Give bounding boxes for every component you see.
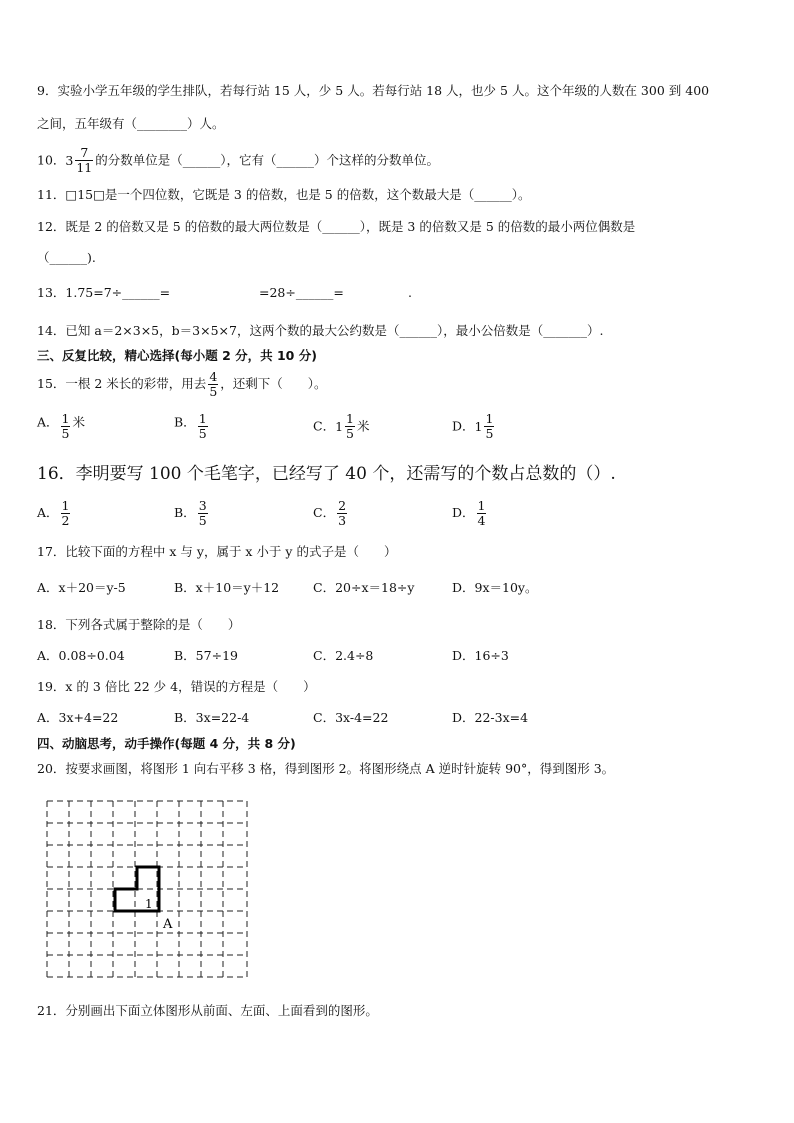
q19-option-b[interactable]: B．3x=22-4	[174, 710, 250, 725]
q10-prefix: 10．	[37, 152, 66, 168]
q10-suffix: 的分数单位是（______），它有（______）个这样的分数单位。	[95, 152, 440, 168]
q19-option-a[interactable]: A．3x+4=22	[37, 710, 119, 725]
q15-option-c[interactable]	[313, 412, 370, 441]
q15-fraction	[208, 370, 218, 399]
option-fraction	[345, 412, 355, 441]
option-denominator: 5	[198, 513, 207, 528]
q15-option-b[interactable]	[174, 412, 210, 441]
option-denominator: 2	[61, 513, 70, 528]
q10-whole: 3	[65, 152, 74, 168]
option-denominator: 3	[338, 513, 347, 528]
option-denominator: 5	[346, 426, 354, 441]
q17-option-c[interactable]: C．20÷x＝18÷y	[313, 580, 415, 595]
q15-numerator: 4	[209, 369, 218, 384]
q21: 21．分别画出下面立体图形从前面、左面、上面看到的图形。	[37, 1003, 378, 1018]
q16-option-a[interactable]	[37, 499, 72, 528]
q10-numerator: 7	[75, 146, 93, 161]
option-unit: 米	[72, 414, 85, 430]
q15-option-a[interactable]	[37, 412, 85, 441]
q9-line1: 9．实验小学五年级的学生排队，若每行站 15 人，少 5 人。若每行站 18 人，也少 5 人。这个年级的人数在 300 到 400	[37, 83, 710, 98]
option-denominator: 5	[61, 426, 70, 441]
q18: 18．下列各式属于整除的是（ ）	[37, 617, 241, 632]
grid-lines	[47, 801, 247, 977]
q15-option-d[interactable]	[452, 412, 496, 441]
q18-option-b[interactable]: B．57÷19	[174, 648, 238, 663]
option-denominator: 4	[477, 513, 486, 528]
section3-title: 三、反复比较，精心选择(每小题 2 分，共 10 分)	[37, 348, 317, 363]
q10-mixed-number	[65, 146, 95, 175]
option-label: C．	[313, 418, 336, 434]
q10-denominator: 11	[76, 160, 93, 175]
option-label: B．	[174, 505, 196, 520]
q15-suffix: ，还剩下（ ）。	[220, 376, 327, 391]
q12-line1: 12．既是 2 的倍数又是 5 的倍数的最大两位数是（______），既是 3 的倍数又是 5 的倍数的最小两位偶数是	[37, 219, 636, 234]
q20: 20．按要求画图，将图形 1 向右平移 3 格，得到图形 2。将图形绕点 A 逆时针旋转 90°，得到图形 3。	[37, 761, 615, 776]
point-a-label: A	[163, 917, 173, 932]
q13-part2: =28÷______=	[259, 285, 344, 300]
q10-fraction	[75, 146, 93, 175]
option-label: B．	[174, 414, 196, 430]
option-label: D．	[452, 418, 475, 434]
q20-grid-figure	[43, 797, 253, 982]
option-numerator: 1	[198, 411, 207, 426]
option-fraction	[477, 499, 487, 528]
section4-title: 四、动脑思考，动手操作(每题 4 分，共 8 分)	[37, 736, 296, 751]
q15-prefix: 15．一根 2 米长的彩带，用去	[37, 376, 207, 391]
figure-1-label: 1	[145, 897, 153, 911]
q9-line2: 之间，五年级有（________）人。	[37, 116, 225, 131]
q16-option-d[interactable]	[452, 499, 488, 528]
q16-option-b[interactable]	[174, 499, 210, 528]
option-numerator: 2	[338, 498, 347, 513]
option-fraction	[337, 499, 347, 528]
q13-part1: 13．1.75=7÷______=	[37, 285, 171, 300]
option-whole: 1	[474, 418, 483, 434]
q15-denominator: 5	[209, 384, 218, 399]
option-fraction	[484, 412, 494, 441]
q19-option-c[interactable]: C．3x-4=22	[313, 710, 389, 725]
option-fraction	[198, 499, 208, 528]
q18-option-d[interactable]: D．16÷3	[452, 648, 509, 663]
option-numerator: 1	[477, 498, 486, 513]
q15	[37, 370, 327, 399]
q17-option-b[interactable]: B．x＋10＝y＋12	[174, 580, 280, 595]
q16-option-c[interactable]	[313, 499, 349, 528]
q18-option-a[interactable]: A．0.08÷0.04	[37, 648, 125, 663]
q17-option-d[interactable]: D．9x＝10y。	[452, 580, 538, 595]
option-numerator: 1	[346, 411, 354, 426]
q19-option-d[interactable]: D．22-3x=4	[452, 710, 529, 725]
q12-line2: （______).	[37, 250, 96, 265]
option-label: A．	[37, 505, 59, 520]
q13-part3: .	[408, 285, 412, 300]
q18-option-c[interactable]: C．2.4÷8	[313, 648, 374, 663]
option-label: D．	[452, 505, 475, 520]
option-fraction	[61, 499, 71, 528]
q10	[37, 146, 439, 175]
q19: 19．x 的 3 倍比 22 少 4，错误的方程是（ ）	[37, 679, 316, 694]
option-denominator: 5	[485, 426, 494, 441]
option-whole: 1	[335, 418, 344, 434]
option-fraction	[61, 412, 71, 441]
q14: 14．已知 a＝2×3×5，b＝3×5×7，这两个数的最大公约数是（______），最小公倍数是（_______）.	[37, 323, 604, 338]
option-numerator: 3	[198, 498, 207, 513]
option-label: A．	[37, 414, 59, 430]
q17-option-a[interactable]: A．x＋20＝y-5	[37, 580, 126, 595]
option-numerator: 1	[485, 411, 494, 426]
option-label: C．	[313, 505, 336, 520]
q11: 11．□15□是一个四位数，它既是 3 的倍数，也是 5 的倍数，这个数最大是（______）。	[37, 187, 531, 202]
option-fraction	[198, 412, 208, 441]
option-numerator: 1	[61, 498, 70, 513]
q17: 17．比较下面的方程中 x 与 y，属于 x 小于 y 的式子是（ ）	[37, 544, 397, 559]
option-unit: 米	[356, 418, 370, 434]
q16: 16．李明要写 100 个毛笔字，已经写了 40 个，还需写的个数占总数的（）.	[37, 464, 616, 484]
option-numerator: 1	[61, 411, 70, 426]
option-denominator: 5	[198, 426, 207, 441]
